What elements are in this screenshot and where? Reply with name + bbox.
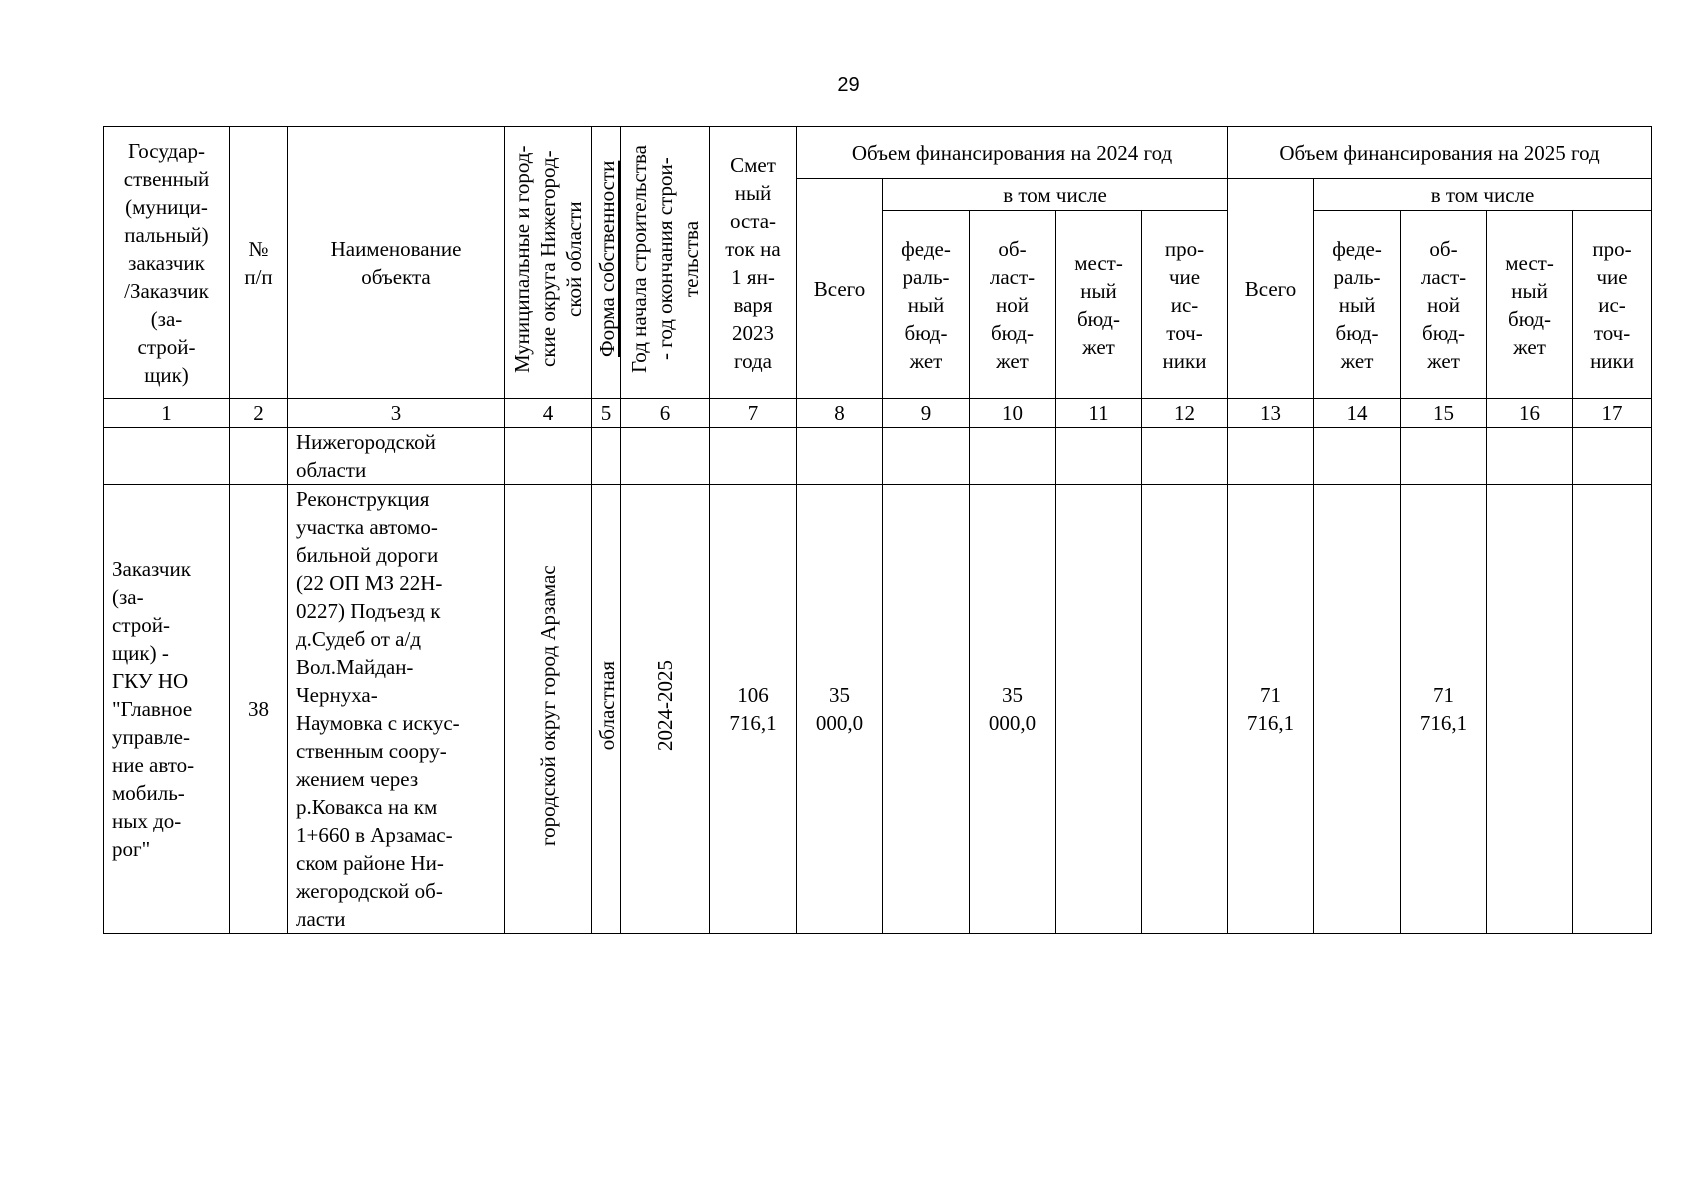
header-ownership-cell bbox=[592, 127, 621, 399]
row-num: 38 bbox=[230, 485, 288, 934]
continuation-object-name: Нижегородской области bbox=[288, 428, 505, 485]
table-row bbox=[104, 485, 1652, 934]
header-federal-2024: феде- раль- ный бюд- жет bbox=[883, 211, 970, 399]
header-customer: Государ- ственный (муници- пальный) заказчик /Заказчик (за- строй- щик) bbox=[104, 127, 230, 399]
cell bbox=[883, 428, 970, 485]
column-number: 11 bbox=[1056, 399, 1142, 428]
header-ownership: Форма собственности bbox=[595, 160, 619, 358]
row-ownership-cell bbox=[592, 485, 621, 934]
column-number: 5 bbox=[592, 399, 621, 428]
header-local-2024: мест- ный бюд- жет bbox=[1056, 211, 1142, 399]
header-total-2024: Всего bbox=[797, 179, 883, 399]
column-number: 3 bbox=[288, 399, 505, 428]
column-number-row bbox=[104, 399, 1652, 428]
column-number: 16 bbox=[1487, 399, 1573, 428]
row-municipal: городской округ город Арзамас bbox=[536, 565, 560, 846]
header-row-1 bbox=[104, 127, 1652, 179]
cell bbox=[1142, 428, 1228, 485]
row-other-2024 bbox=[1142, 485, 1228, 934]
cell bbox=[1401, 428, 1487, 485]
row-total-2025: 71 716,1 bbox=[1228, 485, 1314, 934]
column-number: 9 bbox=[883, 399, 970, 428]
column-number: 17 bbox=[1573, 399, 1652, 428]
cell bbox=[1487, 428, 1573, 485]
header-municipal-cell bbox=[505, 127, 592, 399]
cell bbox=[621, 428, 710, 485]
cell bbox=[710, 428, 797, 485]
header-other-2025: про- чие ис- точ- ники bbox=[1573, 211, 1652, 399]
row-customer: Заказчик (за- строй- щик) - ГКУ НО "Главное управле- ние авто- мобиль- ных до- рог" bbox=[104, 485, 230, 934]
continuation-row bbox=[104, 428, 1652, 485]
column-number: 13 bbox=[1228, 399, 1314, 428]
row-years-cell bbox=[621, 485, 710, 934]
cell bbox=[230, 428, 288, 485]
cell bbox=[797, 428, 883, 485]
row-object-name: Реконструкция участка автомо- бильной дороги (22 ОП МЗ 22Н- 0227) Подъезд к д.Судеб от а/д Вол.Майдан- Чернуха- Наумовка с искус- ственным соору- жением через р.Ковакса на км 1+660 в Арзамас- ском районе Ни- жегородской об- ласти bbox=[288, 485, 505, 934]
cell bbox=[970, 428, 1056, 485]
header-federal-2025: феде- раль- ный бюд- жет bbox=[1314, 211, 1401, 399]
column-number: 2 bbox=[230, 399, 288, 428]
header-including-2025: в том числе bbox=[1314, 179, 1652, 211]
row-total-2024: 35 000,0 bbox=[797, 485, 883, 934]
header-local-2025: мест- ный бюд- жет bbox=[1487, 211, 1573, 399]
row-other-2025 bbox=[1573, 485, 1652, 934]
header-total-2025: Всего bbox=[1228, 179, 1314, 399]
row-ownership: областная bbox=[595, 660, 619, 751]
row-federal-2025 bbox=[1314, 485, 1401, 934]
page-number: 29 bbox=[837, 74, 860, 96]
header-years-cell bbox=[621, 127, 710, 399]
cell bbox=[592, 428, 621, 485]
header-object-name: Наименование объекта bbox=[288, 127, 505, 399]
column-number: 15 bbox=[1401, 399, 1487, 428]
header-estimate: Смет ный оста- ток на 1 ян- варя 2023 года bbox=[710, 127, 797, 399]
cell bbox=[1314, 428, 1401, 485]
header-num: № п/п bbox=[230, 127, 288, 399]
column-number: 1 bbox=[104, 399, 230, 428]
column-number: 12 bbox=[1142, 399, 1228, 428]
header-including-2024: в том числе bbox=[883, 179, 1228, 211]
row-regional-2024: 35 000,0 bbox=[970, 485, 1056, 934]
header-years: Год начала строительства - год окончания строи- тельства bbox=[627, 145, 703, 373]
column-number: 7 bbox=[710, 399, 797, 428]
cell bbox=[1056, 428, 1142, 485]
row-local-2025 bbox=[1487, 485, 1573, 934]
column-number: 4 bbox=[505, 399, 592, 428]
header-municipal: Муниципальные и город- ские округа Нижегород- ской области bbox=[510, 145, 586, 373]
column-number: 6 bbox=[621, 399, 710, 428]
header-regional-2024: об- ласт- ной бюд- жет bbox=[970, 211, 1056, 399]
column-number: 10 bbox=[970, 399, 1056, 428]
row-estimate: 106 716,1 bbox=[710, 485, 797, 934]
column-number: 14 bbox=[1314, 399, 1401, 428]
column-number: 8 bbox=[797, 399, 883, 428]
header-other-2024: про- чие ис- точ- ники bbox=[1142, 211, 1228, 399]
row-municipal-cell bbox=[505, 485, 592, 934]
row-federal-2024 bbox=[883, 485, 970, 934]
cell bbox=[505, 428, 592, 485]
row-years: 2024-2025 bbox=[653, 660, 677, 751]
row-local-2024 bbox=[1056, 485, 1142, 934]
financing-table bbox=[103, 126, 1652, 934]
header-fin-2025: Объем финансирования на 2025 год bbox=[1228, 127, 1652, 179]
header-fin-2024: Объем финансирования на 2024 год bbox=[797, 127, 1228, 179]
row-regional-2025: 71 716,1 bbox=[1401, 485, 1487, 934]
cell bbox=[1573, 428, 1652, 485]
header-regional-2025: об- ласт- ной бюд- жет bbox=[1401, 211, 1487, 399]
cell bbox=[1228, 428, 1314, 485]
cell bbox=[104, 428, 230, 485]
